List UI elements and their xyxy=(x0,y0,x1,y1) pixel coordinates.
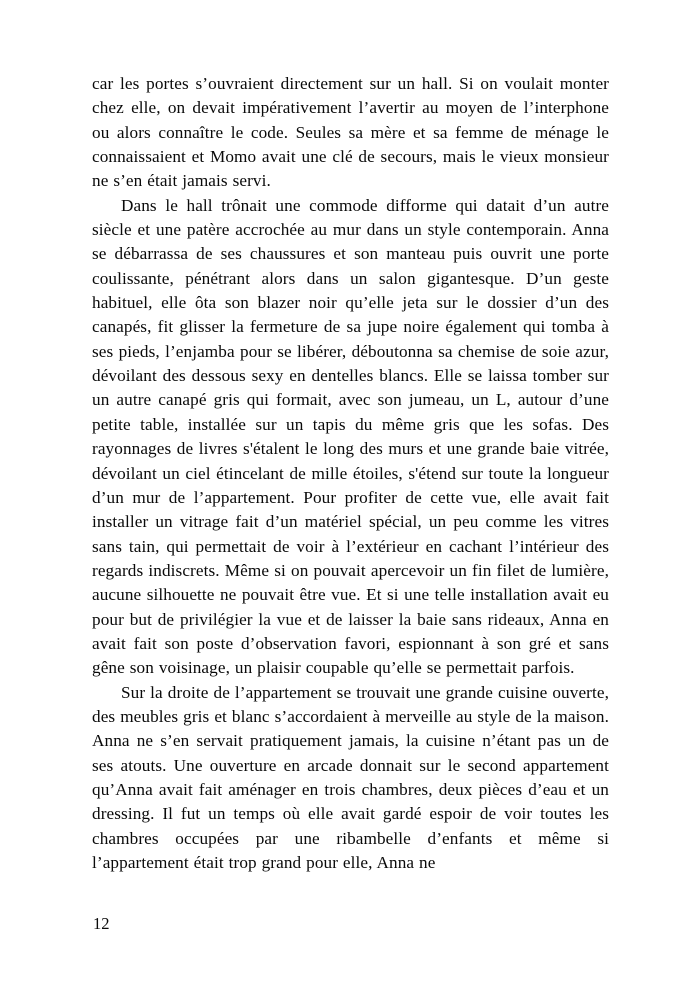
page-number: 12 xyxy=(93,914,110,933)
paragraph-hall-salon: Dans le hall trônait une commode difforme qui datait d’un autre siècle et une patère accrochée au mur dans un style contemporain. Anna se débarrassa de ses chaussures et son manteau puis ouvrit une porte coulissante, pénétrant alors dans un salon gigantesque. D’un geste habituel, elle ôta son blazer noir qu’elle jeta sur le dossier d’un des canapés, fit glisser la fermeture de sa jupe noire également qui tomba à ses pieds, l’enjamba pour se libérer, déboutonna sa chemise de soie azur, dévoilant des dessous sexy en dentelles blancs. Elle se laissa tomber sur un autre canapé gris qui formait, avec son jumeau, un L, autour d’une petite table, installée sur un tapis du même gris que les sofas. Des rayonnages de livres s'étalent le long des murs et une grande baie vitrée, dévoilant un ciel étincelant de mille étoiles, s'étend sur toute la longueur d’un mur de l’appartement. Pour profiter de cette vue, elle avait fait installer un vitrage fait d’un matériel spécial, un peu comme les vitres sans tain, qui permettait de voir à l’extérieur en cachant l’intérieur des regards indiscrets. Même si on pouvait apercevoir un fin filet de lumière, aucune silhouette ne pouvait être vue. Et si une telle installation avait eu pour but de privilégier la vue et de laisser la baie sans rideaux, Anna en avait fait son poste d’observation favori, espionnant à son gré et sans gêne son voisinage, un plaisir coupable qu’elle se permettait parfois. xyxy=(92,195,609,678)
paragraph-continuation: car les portes s’ouvraient directement sur un hall. Si on voulait monter chez elle, on devait impérativement l’avertir au moyen de l’interphone ou alors connaître le code. Seules sa mère et sa femme de ménage le connaissaient et Momo avait une clé de secours, mais le vieux monsieur ne s’en était jamais servi. xyxy=(92,74,609,191)
paragraph-cuisine: Sur la droite de l’appartement se trouvait une grande cuisine ouverte, des meubles gris et blanc s’accordaient à merveille au style de la maison. Anna ne s’en servait pratiquement jamais, la cuisine n’étant pas un de ses atouts. Une ouverture en arcade donnait sur le second appartement qu’Anna avait fait aménager en trois chambres, deux pièces d’eau et un dressing. Il fut un temps où elle avait gardé espoir de voir toutes les chambres occupées par une ribambelle d’enfants et même si l’appartement était trop grand pour elle, Anna ne xyxy=(92,682,609,872)
text-block xyxy=(92,72,609,875)
